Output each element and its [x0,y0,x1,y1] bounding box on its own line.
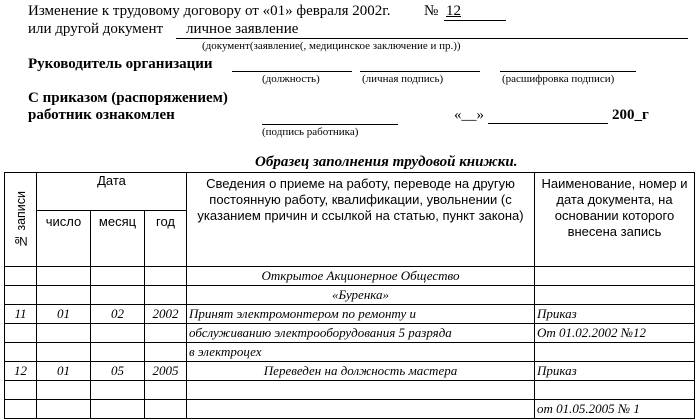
date-line [488,123,608,124]
order-line1: С приказом (распоряжением) [28,90,228,106]
table-row: в электроцех [5,343,695,362]
sample-title: Образец заполнения трудовой книжки. [255,154,518,170]
header-day: число [37,211,91,267]
work-book-table [4,172,695,419]
number-label: № [424,3,439,19]
year-suffix: 200_г [612,107,649,123]
table-row: 12 01 05 2005 Переведен на должность мастера Приказ [5,362,695,381]
hint-worker-signature: (подпись работника) [262,126,359,138]
header-date: Дата [37,173,187,211]
table-row: «Буренка» [5,286,695,305]
position-line [232,71,352,72]
table-row: обслуживанию электрооборудования 5 разряда От 01.02.2002 №12 [5,324,695,343]
header-year: год [145,211,187,267]
other-doc-hint: (документ(заявление(, медицинское заключение и пр.)) [202,40,461,52]
worker-signature-line [262,124,398,125]
table-row: Открытое Акционерное Общество [5,267,695,286]
hint-decode: (расшифровка подписи) [502,73,615,85]
other-doc-label: или другой документ [28,21,164,37]
number-underline [444,20,506,21]
number-value: 12 [446,3,461,19]
change-line-text: Изменение к трудовому договору от «01» февраля 2002г. [28,3,391,19]
other-doc-value: личное заявление [186,21,299,37]
table-row: 11 01 02 2002 Принят электромонтером по ремонту и Приказ [5,305,695,324]
table-row: от 01.05.2005 № 1 [5,400,695,419]
header-month: месяц [91,211,145,267]
header-info: Сведения о приеме на работу, переводе на другую постоянную работу, квалификации, увольнении (с указанием причин и ссылкой на статью, пункт закона) [187,173,535,267]
order-line2: работник ознакомлен [28,107,175,123]
header-record-no: № записи [5,173,37,267]
signature-line [360,71,480,72]
header-doc: Наименование, номер и дата документа, на основании которого внесена запись [535,173,695,267]
other-doc-underline [176,38,688,39]
manager-label: Руководитель организации [28,56,213,72]
decode-line [500,71,636,72]
table-row [5,381,695,400]
date-prefix: «__» [454,107,484,123]
hint-signature: (личная подпись) [362,73,444,85]
hint-position: (должность) [262,73,320,85]
